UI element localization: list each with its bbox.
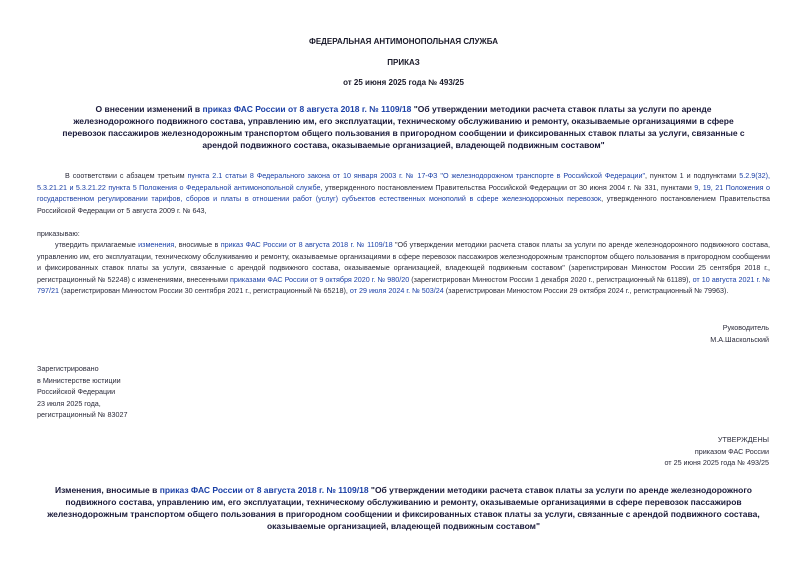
order-text-4: (зарегистрирован Минюстом России 1 декабря 2020 г., регистрационный № 61189),: [409, 274, 693, 284]
preamble-link-law[interactable]: пункта 2.1 статьи 8 Федерального закона от 10 января 2003 г. № 17-ФЗ "О железнодорожном транспорте в Российской Федерации": [187, 171, 646, 180]
title-rest: "Об утверждении методики расчета ставок платы за услуги по аренде железнодорожного подвижного состава, управлению им, его эксплуатации, техническому обслуживанию и ремонту, оказываемые организациями в сфере перевозок пассажиров железнодорожным транспортом общего пользования в пригородном сообщении и фиксированных ставок платы за услуги, связанные с арендой подвижного состава, оказываемые организацией, владеющей подвижным составом": [62, 104, 745, 150]
registration-block: [37, 363, 237, 421]
order-link-2020[interactable]: приказами ФАС России от 9 октября 2020 г. № 980/20: [230, 274, 410, 284]
order-text-1: утвердить прилагаемые: [55, 240, 139, 249]
preamble-text-1: В соответствии с абзацем третьим: [65, 171, 188, 180]
registration-line: 23 июля 2025 года,: [37, 398, 101, 408]
preamble-text-3: , утвержденного постановлением Правительства Российской Федерации от 30 июня 2004 г. № 331, пунктами: [320, 182, 695, 192]
order-paragraph: [37, 239, 770, 297]
registration-line: в Министерстве юстиции: [37, 375, 121, 385]
signature-block: [569, 322, 769, 345]
order-link-changes[interactable]: изменения: [138, 240, 175, 249]
preamble-link-regulation[interactable]: 5.2.9(32), 5.3.21.21 и 5.3.21.22 пункта 5 Положения о Федеральной антимонопольной службе: [37, 171, 770, 192]
preamble-text-4: , утвержденного постановлением Правительства Российской Федерации от 5 августа 2009 г. № 643,: [37, 194, 770, 215]
order-text-3: "Об утверждении методики расчета ставок платы за услуги по аренде железнодорожного подвижного состава, управлению им, его эксплуатации, техническому обслуживанию и ремонту, оказываемые организациями в сфере перевозок пассажиров железнодорожным транспортом общего пользования в пригородном сообщении и фиксированных ставок платы за услуги, связанные с арендой подвижного состава, оказываемые организацией, владеющей подвижным составом" (зарегистрирован Минюстом России 25 сентября 2018 г., регистрационный № 52248) с изменениями, внесенными: [37, 240, 770, 284]
approved-line: УТВЕРЖДЕНЫ: [717, 435, 769, 444]
preamble-text-2: , пунктом 1 и подпунктами: [645, 171, 740, 180]
registration-line: Зарегистрировано: [37, 364, 99, 373]
order-word: приказываю:: [37, 229, 80, 238]
approved-block: [549, 434, 769, 469]
approved-line: приказом ФАС России: [694, 446, 769, 456]
title-link[interactable]: приказ ФАС России от 8 августа 2018 г. № 1109/18: [202, 104, 412, 114]
registration-line: Российской Федерации: [37, 387, 116, 396]
doc-date: от 25 июня 2025 года № 493/25: [343, 78, 464, 87]
approved-line: от 25 июня 2025 года № 493/25: [664, 458, 769, 467]
order-text-5: (зарегистрирован Минюстом России 30 сентября 2021 г., регистрационный № 65218),: [58, 286, 350, 295]
title-prefix: О внесении изменений в: [95, 104, 203, 114]
page-title: [60, 103, 747, 151]
annex-title-rest: "Об утверждении методики расчета ставок платы за услуги по аренде железнодорожного подвижного состава, управлению им, его эксплуатации, техническому обслуживанию и ремонту, оказываемые организациями в сфере перевозок пассажиров железнодорожным транспортом общего пользования в пригородном сообщении и фиксированных ставок платы за услуги, связанные с арендой подвижного состава, оказываемые организацией, владеющей подвижным составом": [47, 485, 760, 531]
preamble-paragraph: [37, 170, 770, 216]
signature-role: Руководитель: [722, 323, 769, 332]
preamble-link-tariffs[interactable]: 9, 19, 21 Положения о государственном регулировании тарифов, сборов и платы в отношении работ (услуг) субъектов естественных монополий в сфере железнодорожных перевозок: [37, 182, 770, 203]
agency-name: ФЕДЕРАЛЬНАЯ АНТИМОНОПОЛЬНАЯ СЛУЖБА: [309, 37, 498, 46]
order-text-2: , вносимые в: [174, 240, 221, 249]
signature-name: М.А.Шаскольский: [710, 334, 769, 344]
registration-line: регистрационный № 83027: [37, 410, 128, 419]
order-text-6: (зарегистрирован Минюстом России 29 октября 2024 г., регистрационный № 79963).: [443, 286, 729, 295]
order-link-2021[interactable]: от 10 августа 2021 г. № 797/21: [37, 274, 770, 295]
doc-type: ПРИКАЗ: [387, 58, 420, 67]
order-link-base-order[interactable]: приказ ФАС России от 8 августа 2018 г. № 1109/18: [220, 240, 393, 249]
annex-title-prefix: Изменения, вносимые в: [55, 485, 160, 495]
order-link-2024[interactable]: от 29 июля 2024 г. № 503/24: [349, 286, 444, 295]
annex-title: [36, 484, 771, 532]
annex-title-link[interactable]: приказ ФАС России от 8 августа 2018 г. № 1109/18: [159, 485, 369, 495]
